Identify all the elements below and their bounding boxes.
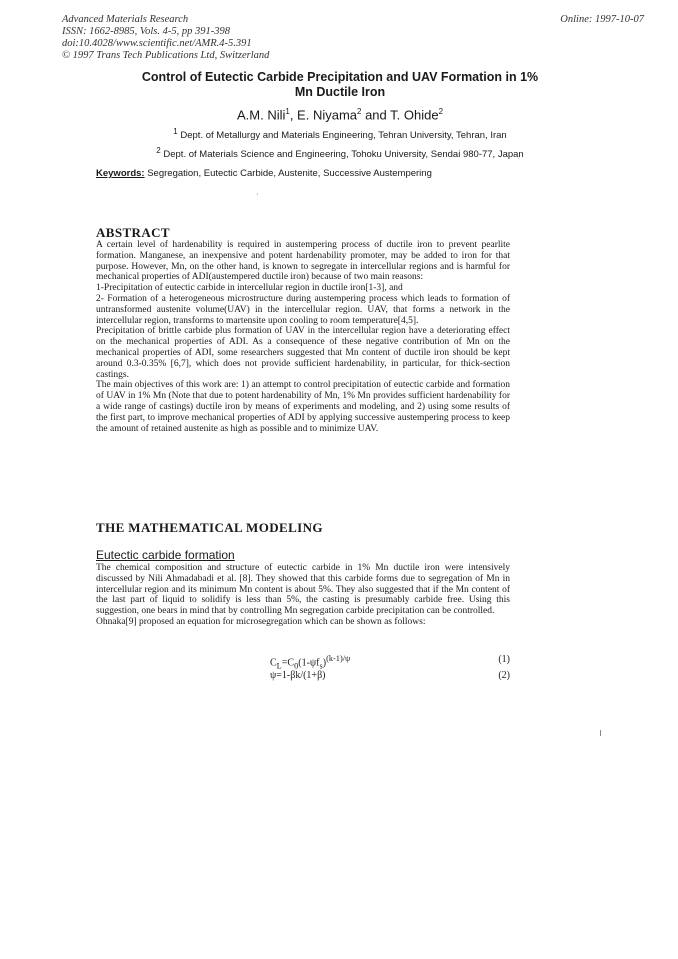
eq1-close: )	[322, 657, 327, 669]
author-ohide: and T. Ohide	[361, 107, 439, 123]
issn-line: ISSN: 1662-8985, Vols. 4-5, pp 391-398	[62, 26, 230, 37]
keywords-label: Keywords:	[96, 168, 145, 179]
author-nili: A.M. Nili	[236, 107, 286, 123]
equation-2-number: (2)	[498, 670, 510, 681]
modeling-body	[96, 563, 510, 628]
journal-header	[62, 14, 269, 62]
doi-line: doi:10.4028/www.scientific.net/AMR.4-5.391	[62, 38, 252, 49]
abstract-paragraph-2: 1-Precipitation of eutectic carbide in intercellular region in ductile iron[1-3], and	[96, 283, 403, 294]
modeling-paragraph-2: Ohnaka[9] proposed an equation for microsegregation which can be shown as follows:	[96, 616, 426, 627]
affiliation-2-text: Dept. of Materials Science and Engineering, Tohoku University, Sendai 980-77, Japan	[160, 149, 524, 161]
affiliation-2	[60, 146, 620, 160]
title-line-2: Mn Ductile Iron	[294, 85, 386, 99]
author-list	[90, 107, 590, 122]
abstract-paragraph-1: A certain level of hardenability is required in austempering process of ductile iron to prevent pearlite formation. Manganese, an inexpensive and potent hardenability promoter, may be added to iron for that purpose. However, Mn, on the other hand, is known to segregate in intercellular regions and is harmful for mechanical properties of ADI(austempered ductile iron) because of two main reasons:	[96, 240, 510, 283]
eq1-mid: =C	[281, 657, 295, 669]
author-nili-affil: 1	[285, 107, 290, 116]
modeling-paragraph-1: The chemical composition and structure of eutectic carbide in 1% Mn ductile iron were intensively discussed by Nili Ahmadabadi et al. [8]. They showed that this carbide forms due to segregation of Mn in intercellular region and its minimum Mn content is about 5%. They also suggested that if the Mn content of the last part of liquid to solidify is less than 5%, the casting is presumably carbide free. Using this suggestion, one bears in mind that by controlling Mn segregation carbide precipitation can be controlled.	[96, 563, 510, 617]
eutectic-carbide-subheading: Eutectic carbide formation	[96, 548, 235, 562]
abstract-body	[96, 240, 510, 434]
eq1-mid-sub: 0	[294, 661, 299, 671]
keywords-text: Segregation, Eutectic Carbide, Austenite, Successive Austempering	[144, 168, 432, 179]
abstract-paragraph-3: 2- Formation of a heterogeneous microstructure during austempering process which leads to formation of untransformed austenite volume(UAV) in the intercellular region. UAV, that forms a network in the intercellular region, transforms to martensite upon cooling to room temperature[4,5].	[96, 293, 510, 326]
eq1-body: (1-ψf	[298, 657, 320, 669]
abstract-heading: ABSTRACT	[96, 225, 170, 240]
paper-title	[90, 70, 590, 100]
modeling-heading: THE MATHEMATICAL MODELING	[96, 520, 323, 535]
copyright-line: © 1997 Trans Tech Publications Ltd, Switzerland	[62, 50, 270, 61]
affiliation-1-marker: 1	[173, 127, 178, 136]
keywords	[96, 168, 432, 179]
eq1-lhs-sub: L	[276, 661, 282, 671]
affiliation-1	[60, 127, 620, 141]
author-niyama: , E. Niyama	[289, 107, 358, 123]
affiliation-2-marker: 2	[156, 146, 161, 155]
eq1-fs-sub: s	[319, 661, 323, 671]
stray-tick-mark	[600, 730, 601, 736]
author-ohide-affil: 2	[438, 107, 444, 116]
eq1-lhs: C	[270, 657, 277, 669]
title-line-1: Control of Eutectic Carbide Precipitation and UAV Formation in 1%	[141, 70, 539, 84]
equation-1-number: (1)	[498, 654, 510, 665]
journal-name: Advanced Materials Research	[62, 14, 189, 25]
equation-2: ψ=1-βk/(1+β)	[270, 670, 326, 681]
affiliation-1-text: Dept. of Metallurgy and Materials Engineering, Tehran University, Tehran, Iran	[177, 130, 507, 142]
online-date: Online: 1997-10-07	[560, 14, 644, 25]
equation-1	[270, 654, 350, 670]
eq1-exponent: (k-1)/ψ	[326, 654, 351, 663]
abstract-paragraph-4: Precipitation of brittle carbide plus formation of UAV in the intercellular region have a deteriorating effect on the mechanical properties of ADI. As a consequence of these negative contribution of Mn on the mechanical properties of ADI, some researchers suggested that Mn content of ductile iron should be kept around 0.3-0.35% [6,7], which does not provide sufficient hardenability, in particular, for thick-section castings.	[96, 326, 510, 380]
stray-mark: ·	[256, 190, 259, 199]
abstract-paragraph-5: The main objectives of this work are: 1) an attempt to control precipitation of eutectic carbide and formation of UAV in 1% Mn (Note that due to potent hardenability of Mn, 1% Mn provides sufficient hardenability for a wide range of castings) ductile iron by means of experiments and modeling, and 2) using some results of the first part, to improve mechanical properties of ADI by applying successive austempering process to keep the amount of retained austenite as high as possible and to minimize UAV.	[96, 380, 510, 434]
author-niyama-affil: 2	[357, 107, 362, 116]
